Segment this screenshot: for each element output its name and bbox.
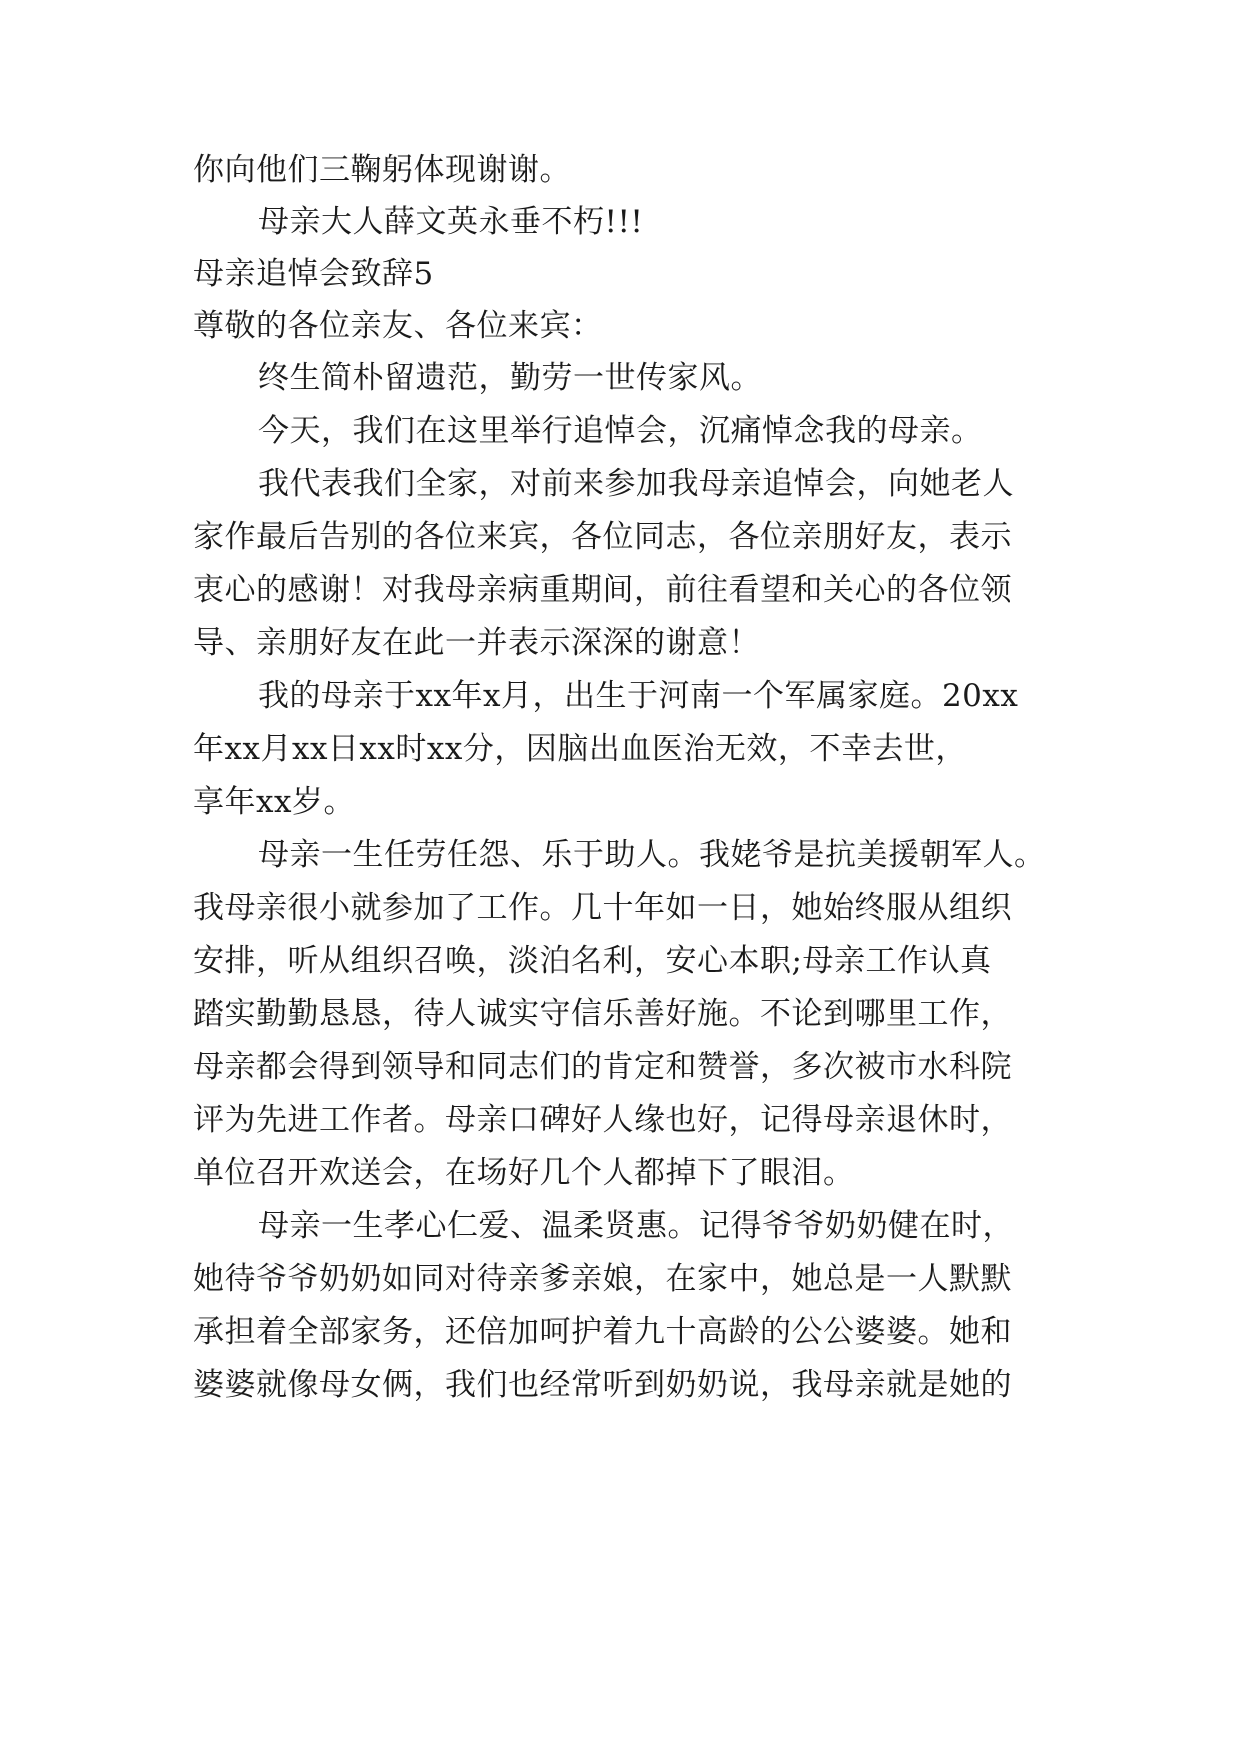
text-line: 享年xx岁。 — [193, 784, 355, 820]
text-line: 单位召开欢送会，在场好几个人都掉下了眼泪。 — [193, 1155, 855, 1191]
section-heading: 母亲追悼会致辞5 — [193, 256, 434, 292]
text-line: 今天，我们在这里举行追悼会，沉痛悼念我的母亲。 — [258, 413, 983, 449]
text-line: 年xx月xx日xx时xx分，因脑出血医治无效，不幸去世， — [193, 731, 967, 767]
salutation: 尊敬的各位亲友、各位来宾： — [193, 308, 603, 344]
text-line: 母亲一生任劳任怨、乐于助人。我姥爷是抗美援朝军人。 — [258, 837, 1046, 873]
text-line: 母亲都会得到领导和同志们的肯定和赞誉，多次被市水科院 — [193, 1049, 1012, 1085]
text-line: 家作最后告别的各位来宾，各位同志，各位亲朋好友，表示 — [193, 519, 1012, 555]
text-line: 踏实勤勤恳恳，待人诚实守信乐善好施。不论到哪里工作， — [193, 996, 1012, 1032]
text-line: 我母亲很小就参加了工作。几十年如一日，她始终服从组织 — [193, 890, 1012, 926]
text-line: 你向他们三鞠躬体现谢谢。 — [193, 152, 571, 188]
text-line: 她待爷爷奶奶如同对待亲爹亲娘，在家中，她总是一人默默 — [193, 1261, 1012, 1297]
text-line: 我代表我们全家，对前来参加我母亲追悼会，向她老人 — [258, 466, 1014, 502]
text-line: 承担着全部家务，还倍加呵护着九十高龄的公公婆婆。她和 — [193, 1314, 1012, 1350]
text-line: 终生简朴留遗范，勤劳一世传家风。 — [258, 360, 762, 396]
text-line: 母亲大人薛文英永垂不朽!!! — [258, 204, 644, 240]
text-line: 衷心的感谢！对我母亲病重期间，前往看望和关心的各位领 — [193, 572, 1012, 608]
text-line: 评为先进工作者。母亲口碑好人缘也好，记得母亲退休时， — [193, 1102, 1012, 1138]
text-line: 母亲一生孝心仁爱、温柔贤惠。记得爷爷奶奶健在时， — [258, 1208, 1014, 1244]
text-line: 导、亲朋好友在此一并表示深深的谢意！ — [193, 625, 760, 661]
text-line: 婆婆就像母女俩，我们也经常听到奶奶说，我母亲就是她的 — [193, 1367, 1012, 1403]
text-line: 安排，听从组织召唤，淡泊名利，安心本职;母亲工作认真 — [193, 943, 992, 979]
text-line: 我的母亲于xx年x月，出生于河南一个军属家庭。20xx — [258, 678, 1019, 714]
